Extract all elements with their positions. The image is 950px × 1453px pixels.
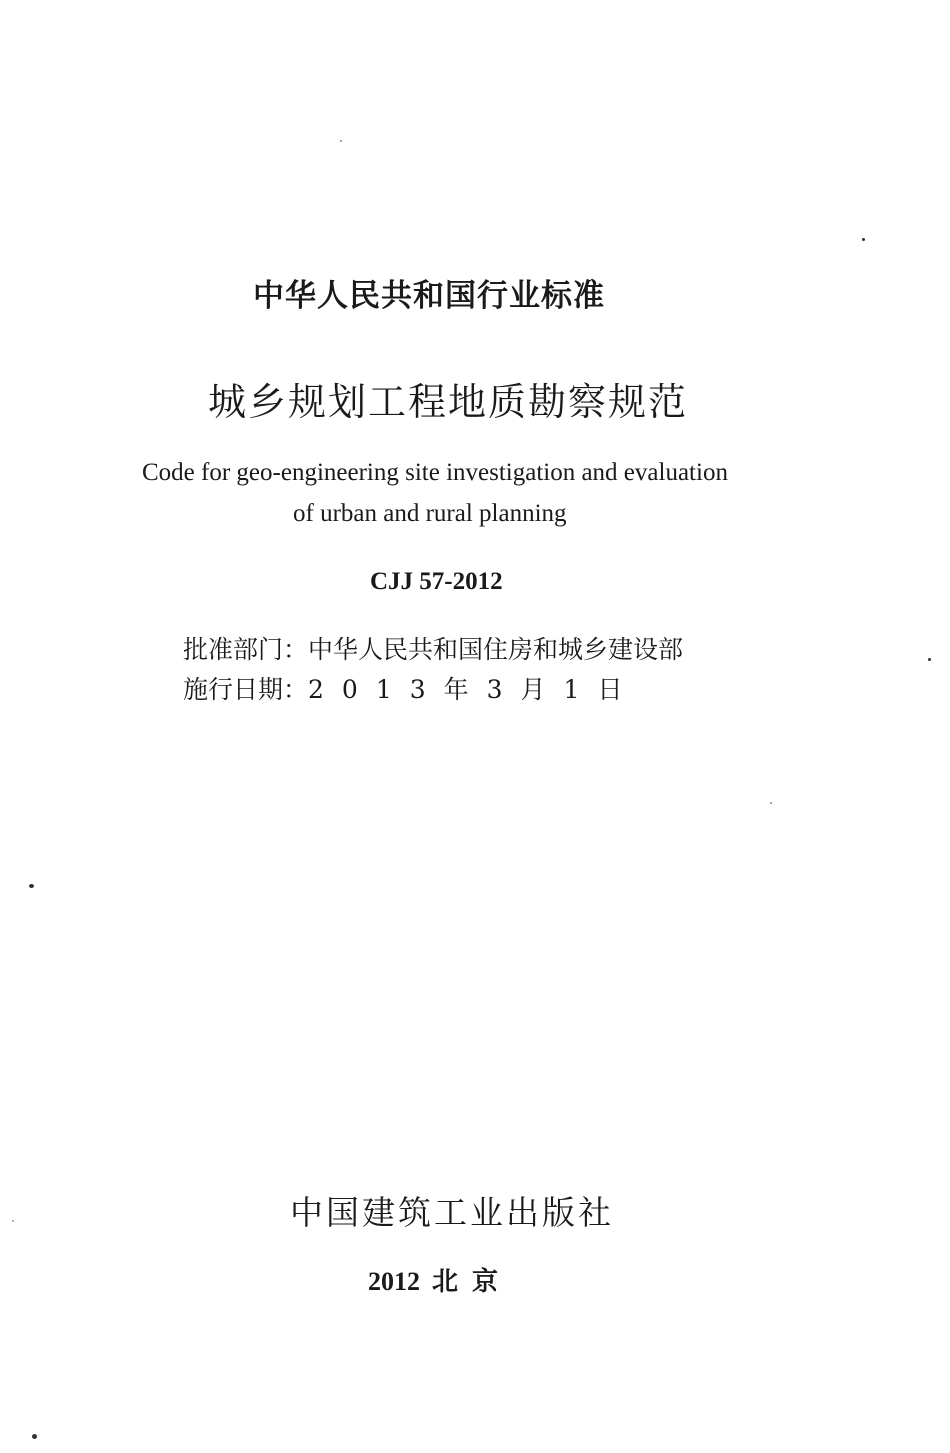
document-title-english-line-2: of urban and rural planning	[293, 500, 567, 527]
document-title-chinese: 城乡规划工程地质勘察规范	[208, 380, 689, 424]
scan-speck	[928, 658, 931, 661]
publication-info	[368, 1263, 512, 1301]
scan-speck	[32, 1434, 37, 1439]
approval-value: 中华人民共和国住房和城乡建设部	[308, 635, 684, 664]
document-title-english-line-1: Code for geo-engineering site investigation and evaluation	[142, 459, 728, 486]
publisher-name: 中国建筑工业出版社	[290, 1193, 614, 1232]
standard-code: CJJ 57-2012	[370, 568, 503, 595]
publication-year: 2012	[368, 1267, 420, 1296]
effective-date-value: 2013年3月1日	[308, 675, 641, 704]
scan-speck	[862, 238, 865, 241]
effective-date-row	[183, 672, 640, 708]
scan-speck	[340, 140, 342, 142]
scan-speck	[29, 884, 34, 888]
scan-speck	[770, 802, 772, 804]
effective-date-label: 施行日期：	[183, 675, 309, 704]
standard-category: 中华人民共和国行业标准	[253, 278, 605, 314]
approval-row	[183, 632, 683, 668]
scan-speck	[12, 1220, 14, 1222]
approval-label: 批准部门：	[183, 635, 309, 664]
publication-city: 北京	[432, 1267, 513, 1297]
